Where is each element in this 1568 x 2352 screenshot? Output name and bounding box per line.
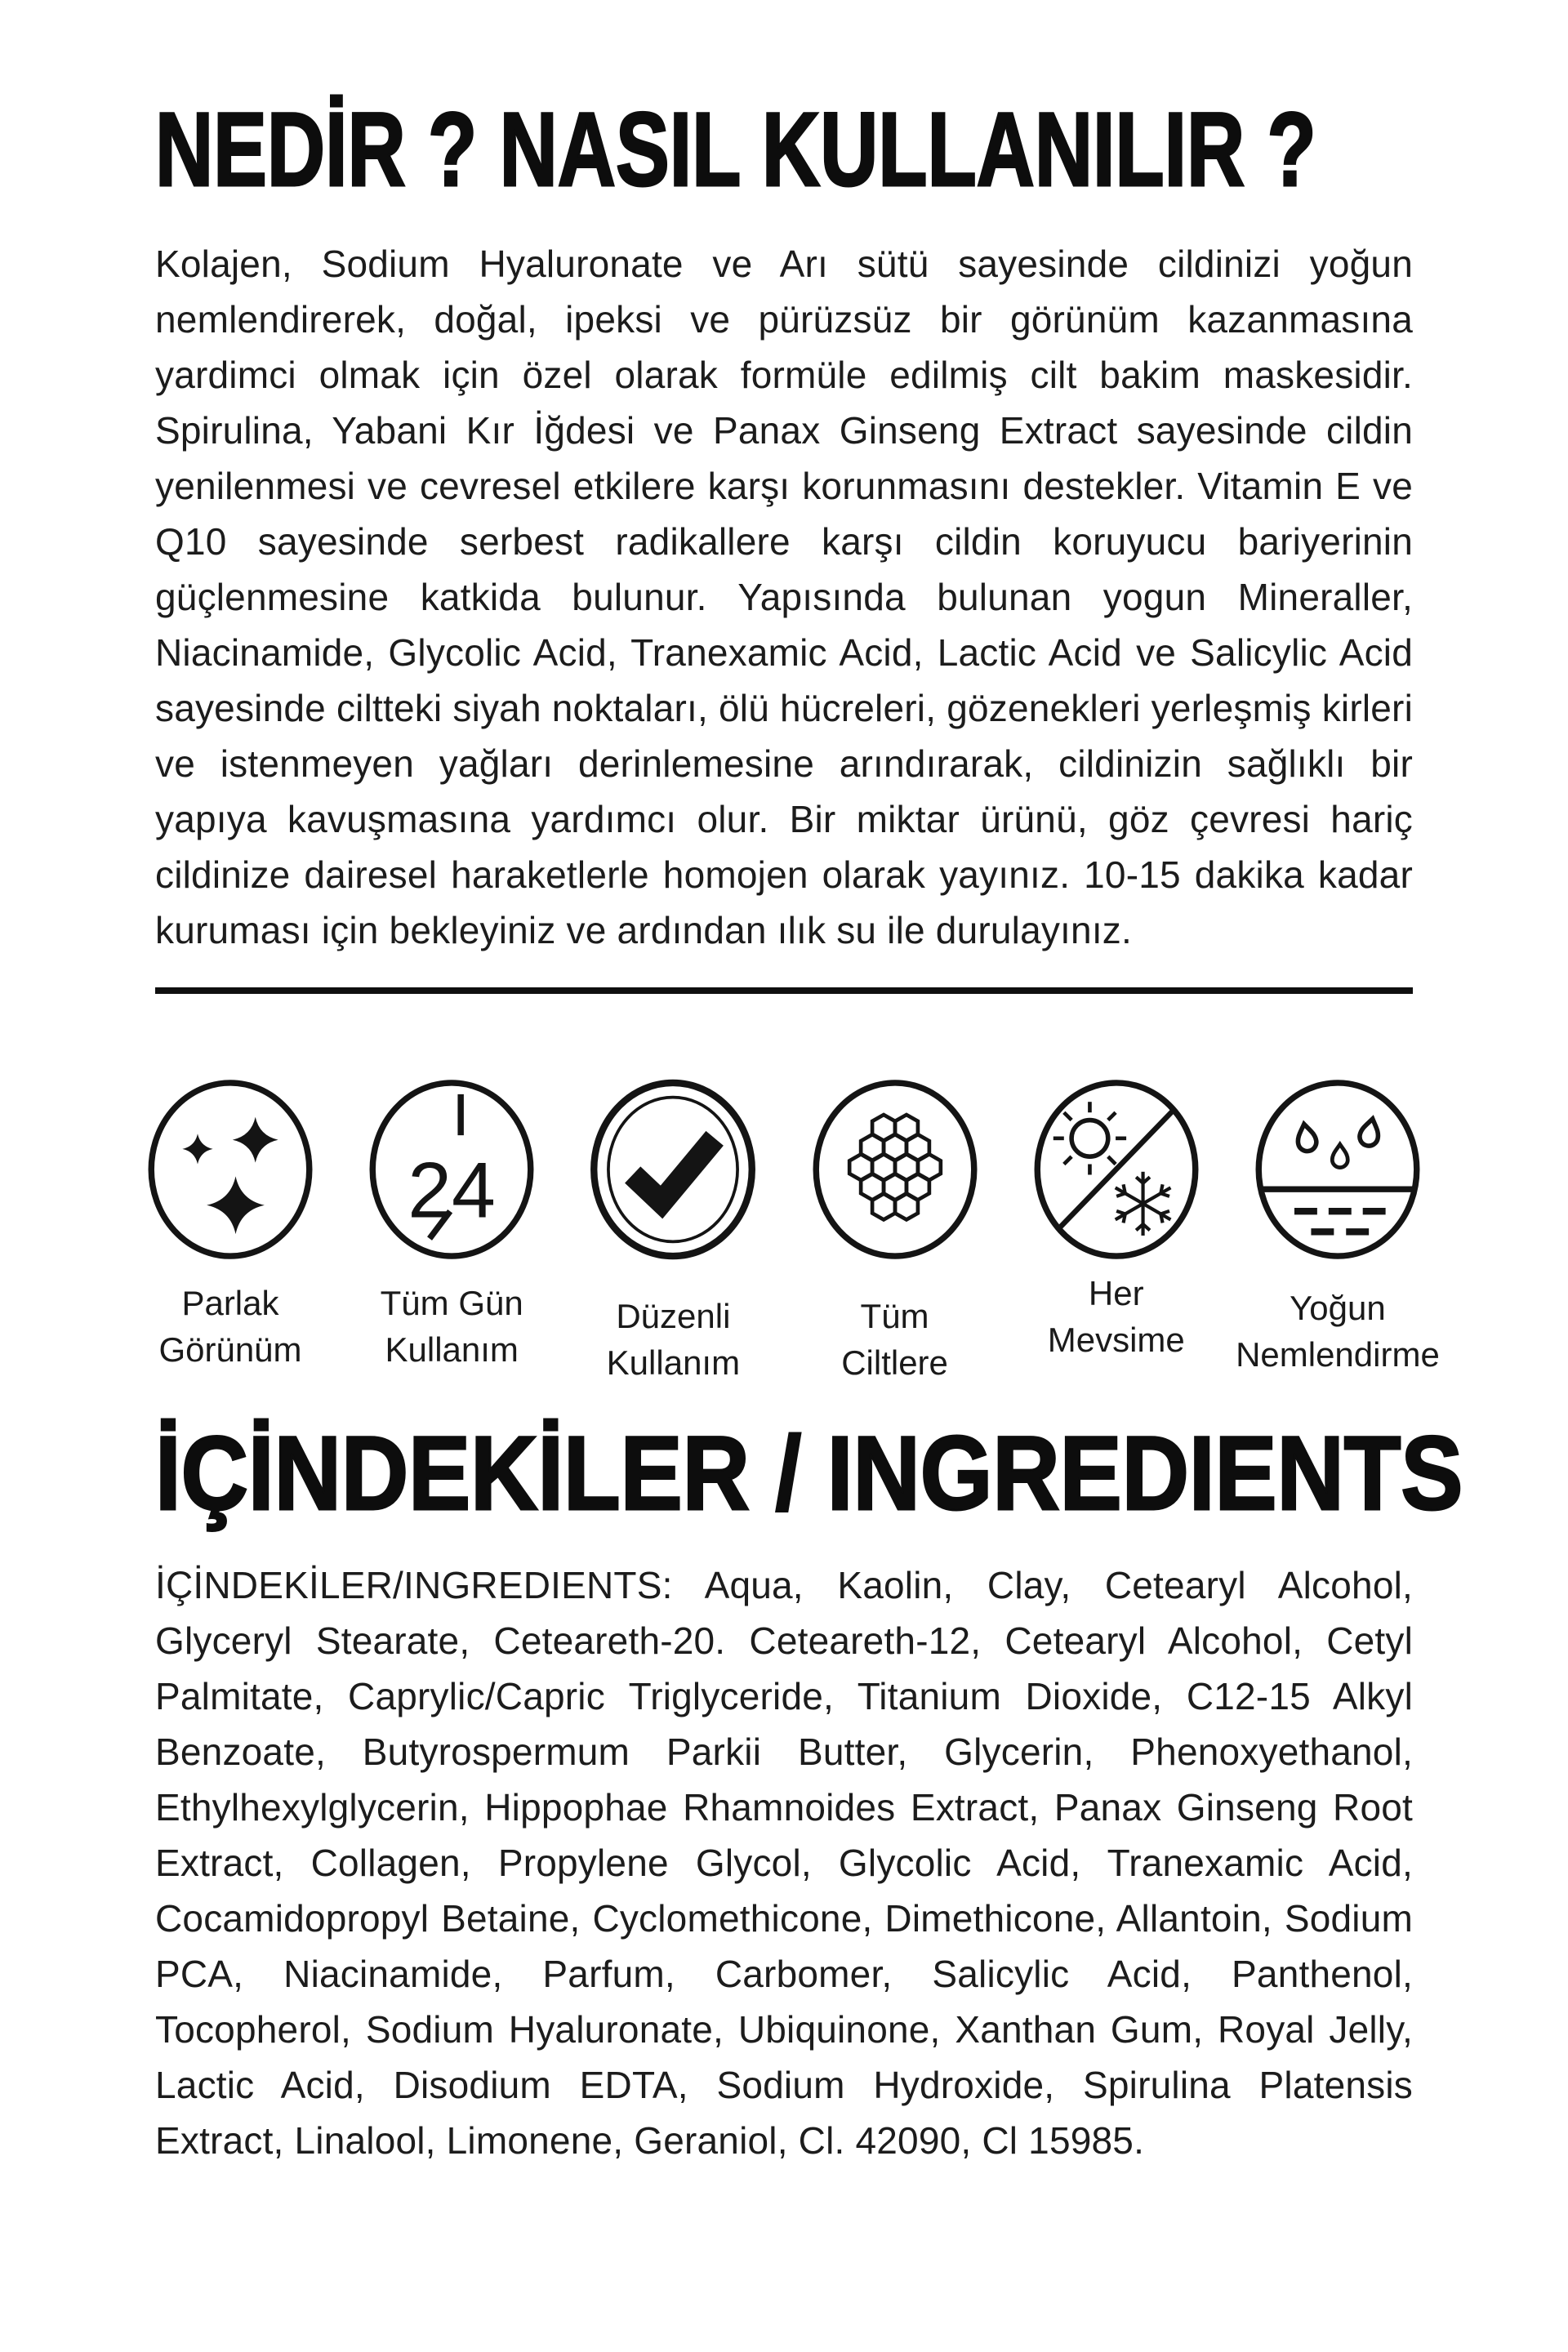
usage-title-text: NEDİR ? NASIL KULLANILIR ? xyxy=(155,91,1316,208)
ingredients-title-text: İÇİNDEKİLER / INGREDIENTS xyxy=(155,1415,1463,1533)
sparkles-icon xyxy=(143,1072,318,1267)
usage-description: Kolajen, Sodium Hyaluronate ve Arı sütü sayesinde cildinizi yoğun nemlendirerek, doğal, ipeksi ve pürüzsüz bir görünüm kazanmasına yardimci olmak için özel olarak formüle edilmiş cilt bakim maskesidir. Spirulina, Yabani Kır İğdesi ve Panax Ginseng Extract sayesinde cildin yenilenmesi ve cevresel etkilere karşı korunmasını destekler. Vitamin E ve Q10 sayesinde serbest radikallere karşı cildin koruyucu bariyerinin güçlenmesine katkida bulunur. Yapısında bulunan yogun Mineraller, Niacinamide, Glycolic Acid, Tranexamic Acid, Lactic Acid ve Salicylic Acid sayesinde ciltteki siyah noktaları, ölü hücreleri, gözenekleri yerleşmiş kirleri ve istenmeyen yağları derinlemesine arındırarak, cildinizin sağlıklı bir yapıya kavuşmasına yardımcı olur. Bir miktar ürünü, göz çevresi hariç cildinize dairesel haraketlerle homojen olarak yayınız. 10-15 dakika kadar kuruması için bekleyiniz ve ardından ılık su ile durulayınız. xyxy=(155,243,1413,952)
honeycomb-icon xyxy=(808,1072,982,1267)
feature-label-line2: Kullanım xyxy=(385,1330,519,1370)
feature-all-day-use xyxy=(345,1072,558,1373)
feature-label-line1: Tüm xyxy=(860,1297,929,1336)
feature-label-line2: Nemlendirme xyxy=(1236,1335,1440,1374)
usage-title xyxy=(155,91,1413,208)
feature-label-line2: Ciltlere xyxy=(841,1343,948,1383)
feature-label xyxy=(841,1293,948,1386)
feature-label-line1: Düzenli xyxy=(616,1297,731,1336)
feature-label xyxy=(381,1280,523,1373)
feature-label xyxy=(607,1293,740,1386)
feature-all-skin-types xyxy=(789,1072,1001,1383)
feature-label-line1: Parlak xyxy=(181,1284,279,1323)
ingredients-title xyxy=(155,1415,1463,1533)
checkmark-icon xyxy=(586,1072,760,1267)
feature-icons-row xyxy=(124,1072,1444,1383)
feature-label-line2: Mevsime xyxy=(1047,1321,1185,1360)
sun-snowflake-icon xyxy=(1029,1072,1204,1267)
feature-regular-use xyxy=(567,1072,779,1383)
divider-line xyxy=(155,987,1413,994)
ingredients-list: İÇİNDEKİLER/INGREDIENTS: Aqua, Kaolin, Clay, Cetearyl Alcohol, Glyceryl Stearate, Ceteareth-20. Ceteareth-12, Cetearyl Alcohol, Cetyl Palmitate, Caprylic/Capric Triglyceride, Titanium Dioxide, C12-15 Alkyl Benzoate, Butyrospermum Parkii Butter, Glycerin, Phenoxyethanol, Ethylhexylglycerin, Hippophae Rhamnoides Extract, Panax Ginseng Root Extract, Collagen, Propylene Glycol, Glycolic Acid, Tranexamic Acid, Cocamidopropyl Betaine, Cyclomethicone, Dimethicone, Allantoin, Sodium PCA, Niacinamide, Parfum, Carbomer, Salicylic Acid, Panthenol, Tocopherol, Sodium Hyaluronate, Ubiquinone, Xanthan Gum, Royal Jelly, Lactic Acid, Disodium EDTA, Sodium Hydroxide, Spirulina Platensis Extract, Linalool, Limonene, Geraniol, Cl. 42090, Cl 15985. xyxy=(155,1563,1413,2162)
feature-label-line1: Yoğun xyxy=(1290,1289,1386,1328)
feature-label-line2: Görünüm xyxy=(158,1330,302,1370)
24-badge-text: 24 xyxy=(408,1145,496,1235)
feature-label-line1: Her xyxy=(1088,1274,1144,1313)
feature-label xyxy=(1236,1285,1440,1378)
water-drops-icon xyxy=(1250,1072,1425,1267)
feature-label-line1: Tüm Gün xyxy=(380,1284,523,1323)
feature-intense-moisturizing xyxy=(1232,1072,1444,1373)
feature-label-line2: Kullanım xyxy=(606,1343,741,1383)
feature-bright-look xyxy=(124,1072,336,1373)
24-hours-icon xyxy=(364,1072,539,1267)
feature-all-seasons xyxy=(1010,1072,1223,1373)
feature-label xyxy=(1048,1270,1185,1363)
feature-label xyxy=(158,1280,301,1373)
